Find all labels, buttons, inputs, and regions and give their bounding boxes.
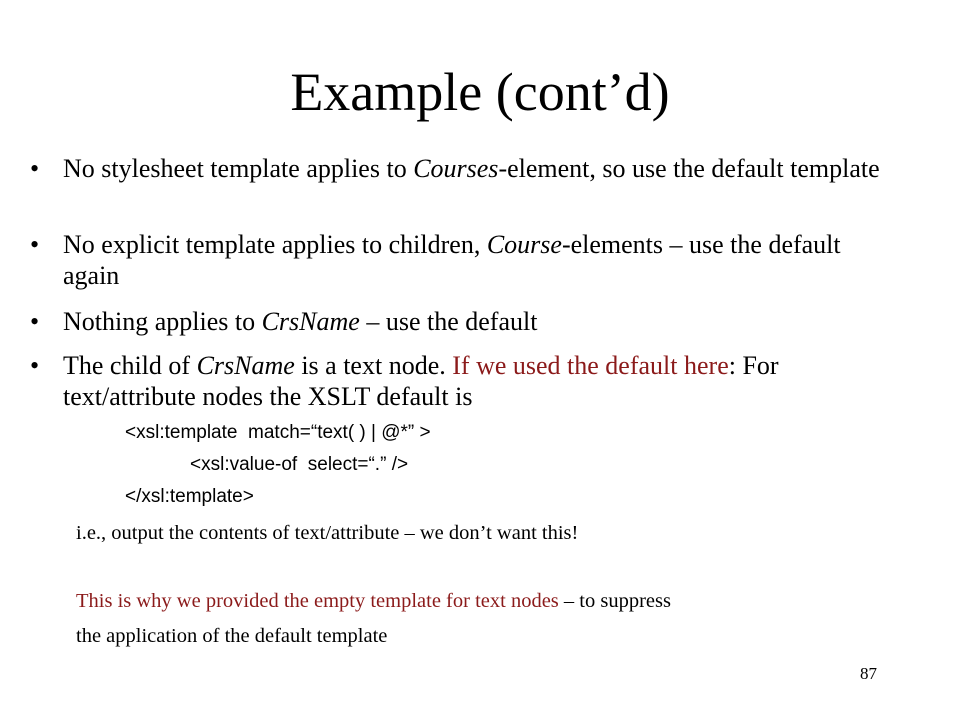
text-segment: – use the default bbox=[359, 307, 538, 336]
italic-term: Course bbox=[486, 230, 562, 259]
text-segment: The child of bbox=[63, 351, 197, 380]
bullet-text bbox=[63, 306, 903, 337]
bullet-dot: • bbox=[30, 351, 40, 380]
text-segment: No explicit template applies to children, bbox=[63, 230, 487, 259]
text-segment: : For text/attribute nodes the XSLT default is bbox=[63, 351, 779, 411]
code-line: <xsl:template match=“text( ) | @*” > bbox=[125, 422, 431, 443]
text-segment: -element, so use the default template bbox=[498, 154, 880, 183]
italic-term: CrsName bbox=[196, 351, 295, 380]
note-line: the application of the default template bbox=[76, 625, 388, 647]
slide-title: Example (cont’d) bbox=[290, 62, 670, 122]
italic-term: CrsName bbox=[261, 307, 360, 336]
text-segment: No stylesheet template applies to bbox=[63, 154, 414, 183]
bullet-dot: • bbox=[30, 154, 40, 183]
bullet-text bbox=[63, 350, 903, 412]
page-number: 87 bbox=[860, 664, 877, 683]
text-segment: Nothing applies to bbox=[63, 307, 262, 336]
note-line: i.e., output the contents of text/attribute – we don’t want this! bbox=[76, 522, 579, 544]
bullet-text bbox=[63, 229, 903, 291]
highlighted-text: This is why we provided the empty template for text nodes bbox=[76, 590, 559, 612]
note-line bbox=[76, 589, 671, 613]
text-segment: -elements – use the default again bbox=[63, 230, 841, 290]
bullet-text bbox=[63, 153, 903, 184]
text-segment: is a text node. bbox=[294, 351, 453, 380]
highlighted-text: If we used the default here bbox=[452, 351, 729, 380]
code-line: </xsl:template> bbox=[125, 486, 254, 507]
text-segment: – to suppress bbox=[558, 590, 671, 612]
italic-term: Courses bbox=[413, 154, 499, 183]
bullet-dot: • bbox=[30, 230, 40, 259]
bullet-dot: • bbox=[30, 307, 40, 336]
code-line: <xsl:value-of select=“.” /> bbox=[190, 454, 409, 475]
